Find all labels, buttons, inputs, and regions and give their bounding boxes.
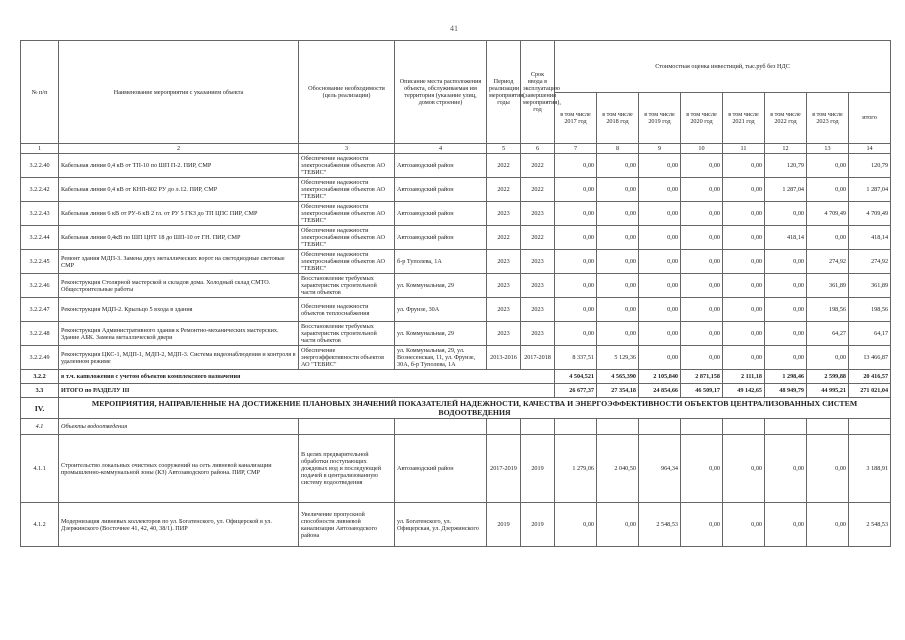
row-value: 8 337,51	[555, 346, 597, 370]
row-value: 0,00	[639, 322, 681, 346]
row-value: 0,00	[807, 435, 849, 503]
row-name: Кабельная линия 6 кВ от РУ-6 кВ 2 гл. от РУ 5 ГКЗ до ТП ЦПС ПИР, СМР	[59, 202, 299, 226]
row-location: Автозаводский район	[395, 226, 487, 250]
row-value: 0,00	[681, 154, 723, 178]
table-row	[21, 346, 891, 370]
row-rationale: Увеличение пропускной способности ливневой канализации Автозаводского района	[299, 503, 395, 547]
subtotal-row-value: 4 565,390	[597, 370, 639, 384]
row-num: 3.2.2.46	[21, 274, 59, 298]
row-num: 3.2.2.45	[21, 250, 59, 274]
row-period: 2023	[487, 298, 521, 322]
row-value: 0,00	[765, 322, 807, 346]
table-row	[21, 298, 891, 322]
row-period: 2023	[487, 250, 521, 274]
column-number: 8	[597, 144, 639, 154]
row-value: 0,00	[723, 154, 765, 178]
row-name: Реконструкция Столярной мастерской и складов дома. Холодный склад СМТО. Общестроительные работы	[59, 274, 299, 298]
row-value: 0,00	[723, 435, 765, 503]
row-value: 0,00	[555, 178, 597, 202]
row-value: 0,00	[723, 274, 765, 298]
row-period: 2017-2019	[487, 435, 521, 503]
row-value: 0,00	[681, 298, 723, 322]
row-value: 0,00	[807, 226, 849, 250]
row-value: 120,79	[849, 154, 891, 178]
row-value: 0,00	[723, 346, 765, 370]
row-value: 274,92	[807, 250, 849, 274]
column-number: 14	[849, 144, 891, 154]
row-value: 0,00	[555, 322, 597, 346]
row-value: 418,14	[849, 226, 891, 250]
column-number: 5	[487, 144, 521, 154]
empty-cell	[395, 419, 487, 435]
total-row-value: 26 677,37	[555, 384, 597, 398]
row-value: 0,00	[807, 503, 849, 547]
header-year: в том числе 2021 год	[723, 92, 765, 144]
row-period: 2022	[487, 226, 521, 250]
section-row	[21, 398, 891, 419]
row-value: 361,89	[849, 274, 891, 298]
row-rationale: Обеспечение надежности объектов теплоснабжения	[299, 298, 395, 322]
row-value: 0,00	[555, 226, 597, 250]
row-location: Автозаводский район	[395, 435, 487, 503]
table-row	[21, 503, 891, 547]
row-rationale: Обеспечение надежности электроснабжения объектов АО "ТЕВИС"	[299, 202, 395, 226]
column-number: 10	[681, 144, 723, 154]
row-period: 2022	[487, 154, 521, 178]
row-value: 0,00	[639, 226, 681, 250]
row-location: ул. Коммунальная, 29	[395, 322, 487, 346]
row-value: 2 548,53	[849, 503, 891, 547]
header-year: в том числе 2022 год	[765, 92, 807, 144]
row-value: 0,00	[681, 226, 723, 250]
row-value: 0,00	[807, 178, 849, 202]
row-value: 0,00	[597, 298, 639, 322]
row-value: 0,00	[555, 202, 597, 226]
table-row	[21, 435, 891, 503]
empty-cell	[597, 419, 639, 435]
total-row-value: 44 995,21	[807, 384, 849, 398]
row-value: 0,00	[807, 346, 849, 370]
row-num: 3.2.2.49	[21, 346, 59, 370]
row-num: 3.2.2.40	[21, 154, 59, 178]
empty-cell	[681, 419, 723, 435]
row-name: Реконструкция ЦКС-1, МДП-1, МДП-2, МДП-3. Система видеонаблюдения и контроля в удаленном режиме	[59, 346, 299, 370]
subsection-num: 4.1	[21, 419, 59, 435]
row-value: 0,00	[723, 503, 765, 547]
row-value: 274,92	[849, 250, 891, 274]
row-value: 64,17	[849, 322, 891, 346]
subtotal-row-value: 2 111,18	[723, 370, 765, 384]
row-num: 3.2.2.42	[21, 178, 59, 202]
row-value: 0,00	[723, 250, 765, 274]
row-rationale: В целях предварительной обработки поступающих дождевых вод и последующей подачей в централизованную систему водоотведения	[299, 435, 395, 503]
total-row-value: 27 354,18	[597, 384, 639, 398]
total-row-value: 24 854,66	[639, 384, 681, 398]
row-name: Кабельная линия 0,4 кВ от ТП-10 по ШП П-2. ПИР, СМР	[59, 154, 299, 178]
header-period: Период реализации мероприятия, годы	[487, 41, 521, 144]
table-row	[21, 202, 891, 226]
row-value: 64,27	[807, 322, 849, 346]
row-commissioning: 2022	[521, 178, 555, 202]
subtotal-row-label: в т.ч. капвложения с учетом объектов комплексного назначения	[59, 370, 555, 384]
row-commissioning: 2019	[521, 503, 555, 547]
row-value: 0,00	[723, 226, 765, 250]
table-row	[21, 154, 891, 178]
row-value: 0,00	[597, 226, 639, 250]
row-value: 4 709,49	[849, 202, 891, 226]
table-row	[21, 178, 891, 202]
row-period: 2022	[487, 178, 521, 202]
row-rationale: Обеспечение надежности электроснабжения объектов АО "ТЕВИС"	[299, 226, 395, 250]
row-location: Автозаводский район	[395, 178, 487, 202]
row-value: 13 466,87	[849, 346, 891, 370]
row-name: Модернизация ливневых коллекторов по ул. Богатенского, ул. Офицерской в ул. Дзержинского (Восточнее 41, 42, 40, 38/1). ПИР	[59, 503, 299, 547]
header-cost-group: Стоимостная оценка инвестиций, тыс.руб без НДС	[555, 41, 891, 93]
column-number: 13	[807, 144, 849, 154]
table-row	[21, 250, 891, 274]
row-num: 4.1.1	[21, 435, 59, 503]
row-value: 2 040,50	[597, 435, 639, 503]
header-year: в том числе 2019 год	[639, 92, 681, 144]
header-num: № п/п	[21, 41, 59, 144]
row-num: 3.2.2.43	[21, 202, 59, 226]
row-num: 3.2.2.44	[21, 226, 59, 250]
row-value: 0,00	[765, 202, 807, 226]
row-value: 0,00	[597, 274, 639, 298]
row-value: 0,00	[597, 178, 639, 202]
row-value: 418,14	[765, 226, 807, 250]
header-total: итого	[849, 92, 891, 144]
row-commissioning: 2022	[521, 226, 555, 250]
row-num: 4.1.2	[21, 503, 59, 547]
header-year: в том числе 2020 год	[681, 92, 723, 144]
row-value: 0,00	[807, 154, 849, 178]
row-name: Строительство локальных очистных сооружений на сеть ливневой канализации промышленно-коммунальной зоны (КЗ) Автозаводского района. ПИР, СМР	[59, 435, 299, 503]
row-name: Реконструкция МДП-2. Крыльцо 5 входа в здания	[59, 298, 299, 322]
row-period: 2023	[487, 322, 521, 346]
subtotal-row-value: 2 105,840	[639, 370, 681, 384]
header-commissioning: Срок ввода в эксплуатацию (завершения мероприятия), год	[521, 41, 555, 144]
row-location: ул. Фрунзе, 30А	[395, 298, 487, 322]
row-value: 198,56	[807, 298, 849, 322]
row-value: 0,00	[681, 202, 723, 226]
row-value: 0,00	[555, 298, 597, 322]
subtotal-row-value: 2 599,88	[807, 370, 849, 384]
subtotal-row-value: 1 298,46	[765, 370, 807, 384]
row-value: 0,00	[555, 274, 597, 298]
header-year: в том числе 2017 год	[555, 92, 597, 144]
row-rationale: Обеспечение надежности электроснабжения объектов АО "ТЕВИС"	[299, 178, 395, 202]
total-row-label: ИТОГО по РАЗДЕЛУ III	[59, 384, 555, 398]
column-number: 1	[21, 144, 59, 154]
row-value: 0,00	[555, 250, 597, 274]
row-value: 120,79	[765, 154, 807, 178]
row-value: 0,00	[681, 250, 723, 274]
row-location: Автозаводский район	[395, 154, 487, 178]
empty-cell	[521, 419, 555, 435]
row-commissioning: 2017-2018	[521, 346, 555, 370]
row-period: 2023	[487, 202, 521, 226]
row-commissioning: 2023	[521, 274, 555, 298]
row-rationale: Восстановление требуемых характеристик строительной части объектов	[299, 274, 395, 298]
row-rationale: Обеспечение надежности электроснабжения объектов АО "ТЕВИС"	[299, 154, 395, 178]
empty-cell	[723, 419, 765, 435]
row-value: 0,00	[765, 435, 807, 503]
row-value: 0,00	[639, 346, 681, 370]
subtotal-row-value: 2 871,158	[681, 370, 723, 384]
row-commissioning: 2022	[521, 154, 555, 178]
row-value: 4 709,49	[807, 202, 849, 226]
row-value: 0,00	[681, 346, 723, 370]
subtotal-row	[21, 370, 891, 384]
row-value: 0,00	[723, 298, 765, 322]
row-commissioning: 2023	[521, 298, 555, 322]
row-location: Автозаводский район	[395, 202, 487, 226]
row-location: ул. Богатенского, ул. Офицерская, ул. Дзержинского	[395, 503, 487, 547]
empty-cell	[765, 419, 807, 435]
row-rationale: Обеспечение энергоэффективности объектов АО "ТЕВИС"	[299, 346, 395, 370]
row-value: 0,00	[555, 154, 597, 178]
column-number: 12	[765, 144, 807, 154]
column-number: 7	[555, 144, 597, 154]
column-number: 2	[59, 144, 299, 154]
subsection-title: Объекты водоотведения	[59, 419, 299, 435]
investment-table	[20, 40, 891, 547]
row-commissioning: 2019	[521, 435, 555, 503]
row-value: 2 548,53	[639, 503, 681, 547]
row-value: 0,00	[765, 298, 807, 322]
row-rationale: Обеспечение надежности электроснабжения объектов АО "ТЕВИС"	[299, 250, 395, 274]
section-title: МЕРОПРИЯТИЯ, НАПРАВЛЕННЫЕ НА ДОСТИЖЕНИЕ ПЛАНОВЫХ ЗНАЧЕНИЙ ПОКАЗАТЕЛЕЙ НАДЕЖНОСТИ, КАЧЕСТВА И ЭНЕРГОЭФФЕКТИВНОСТИ ОБЪЕКТОВ ЦЕНТРАЛИЗОВАННЫХ СИСТЕМ ВОДООТВЕДЕНИЯ	[59, 398, 891, 419]
row-value: 0,00	[597, 202, 639, 226]
row-value: 1 279,06	[555, 435, 597, 503]
table-row	[21, 226, 891, 250]
section-num: IV.	[21, 398, 59, 419]
subtotal-row-value: 20 416,57	[849, 370, 891, 384]
row-value: 0,00	[681, 274, 723, 298]
total-row-value: 46 509,17	[681, 384, 723, 398]
row-value: 0,00	[639, 202, 681, 226]
table-row	[21, 322, 891, 346]
column-number: 3	[299, 144, 395, 154]
total-row-num: 3.3	[21, 384, 59, 398]
row-value: 0,00	[765, 346, 807, 370]
column-number: 11	[723, 144, 765, 154]
column-number: 4	[395, 144, 487, 154]
column-number: 6	[521, 144, 555, 154]
empty-cell	[807, 419, 849, 435]
row-name: Реконструкция Административного здания к Ремонтно-механических мастерских. Здание АБК. Замена металлической двери	[59, 322, 299, 346]
row-location: б-р Туполева, 1А	[395, 250, 487, 274]
row-value: 5 129,36	[597, 346, 639, 370]
row-value: 0,00	[765, 503, 807, 547]
row-value: 0,00	[639, 178, 681, 202]
row-value: 0,00	[765, 274, 807, 298]
row-location: ул. Коммунальная, 29, ул. Вознесенская, 11, ул. Фрунзе, 30А, б-р Туполева, 1А	[395, 346, 487, 370]
row-value: 964,34	[639, 435, 681, 503]
row-value: 0,00	[681, 178, 723, 202]
row-value: 0,00	[597, 250, 639, 274]
empty-cell	[849, 419, 891, 435]
row-rationale: Восстановление требуемых характеристик строительной части объектов	[299, 322, 395, 346]
header-year: в том числе 2018 год	[597, 92, 639, 144]
row-value: 0,00	[639, 250, 681, 274]
total-row-value: 49 142,65	[723, 384, 765, 398]
subtotal-row-num: 3.2.2	[21, 370, 59, 384]
empty-cell	[639, 419, 681, 435]
row-value: 0,00	[639, 274, 681, 298]
row-value: 0,00	[597, 154, 639, 178]
row-value: 0,00	[639, 298, 681, 322]
header-location: Описание места расположения объекта, обслуживаемая им территория (указание улиц, домов строение)	[395, 41, 487, 144]
row-location: ул. Коммунальная, 29	[395, 274, 487, 298]
row-value: 198,56	[849, 298, 891, 322]
total-row-value: 271 021,04	[849, 384, 891, 398]
row-value: 3 188,91	[849, 435, 891, 503]
row-value: 0,00	[597, 322, 639, 346]
total-row	[21, 384, 891, 398]
row-value: 1 287,04	[849, 178, 891, 202]
row-value: 0,00	[681, 322, 723, 346]
empty-cell	[555, 419, 597, 435]
row-value: 0,00	[681, 435, 723, 503]
header-name: Наименование мероприятия с указанием объекта	[59, 41, 299, 144]
row-value: 1 287,04	[765, 178, 807, 202]
row-period: 2019	[487, 503, 521, 547]
row-commissioning: 2023	[521, 322, 555, 346]
row-num: 3.2.2.48	[21, 322, 59, 346]
row-name: Ремонт здания МДП-3. Замена двух металлических ворот на светодиодные световые СМР	[59, 250, 299, 274]
header-rationale: Обоснование необходимости (цель реализации)	[299, 41, 395, 144]
page-number: 41	[450, 24, 458, 33]
row-name: Кабельная линия 0,4кВ по ШП ЦНТ 18 до ШП-10 от ГН. ПИР, СМР	[59, 226, 299, 250]
table-row	[21, 274, 891, 298]
row-commissioning: 2023	[521, 250, 555, 274]
row-value: 0,00	[765, 250, 807, 274]
subtotal-row-value: 4 504,521	[555, 370, 597, 384]
subsection-row	[21, 419, 891, 435]
row-name: Кабельная линия 0,4 кВ от КНП-802 РУ до л.12. ПИР, СМР	[59, 178, 299, 202]
column-number: 9	[639, 144, 681, 154]
row-num: 3.2.2.47	[21, 298, 59, 322]
empty-cell	[487, 419, 521, 435]
row-value: 0,00	[555, 503, 597, 547]
empty-cell	[299, 419, 395, 435]
header-year: в том числе 2023 год	[807, 92, 849, 144]
row-value: 0,00	[639, 154, 681, 178]
row-value: 0,00	[681, 503, 723, 547]
row-value: 0,00	[723, 322, 765, 346]
row-value: 0,00	[597, 503, 639, 547]
row-value: 361,89	[807, 274, 849, 298]
row-value: 0,00	[723, 178, 765, 202]
row-period: 2023	[487, 274, 521, 298]
total-row-value: 48 949,79	[765, 384, 807, 398]
row-commissioning: 2023	[521, 202, 555, 226]
row-value: 0,00	[723, 202, 765, 226]
row-period: 2013-2016	[487, 346, 521, 370]
